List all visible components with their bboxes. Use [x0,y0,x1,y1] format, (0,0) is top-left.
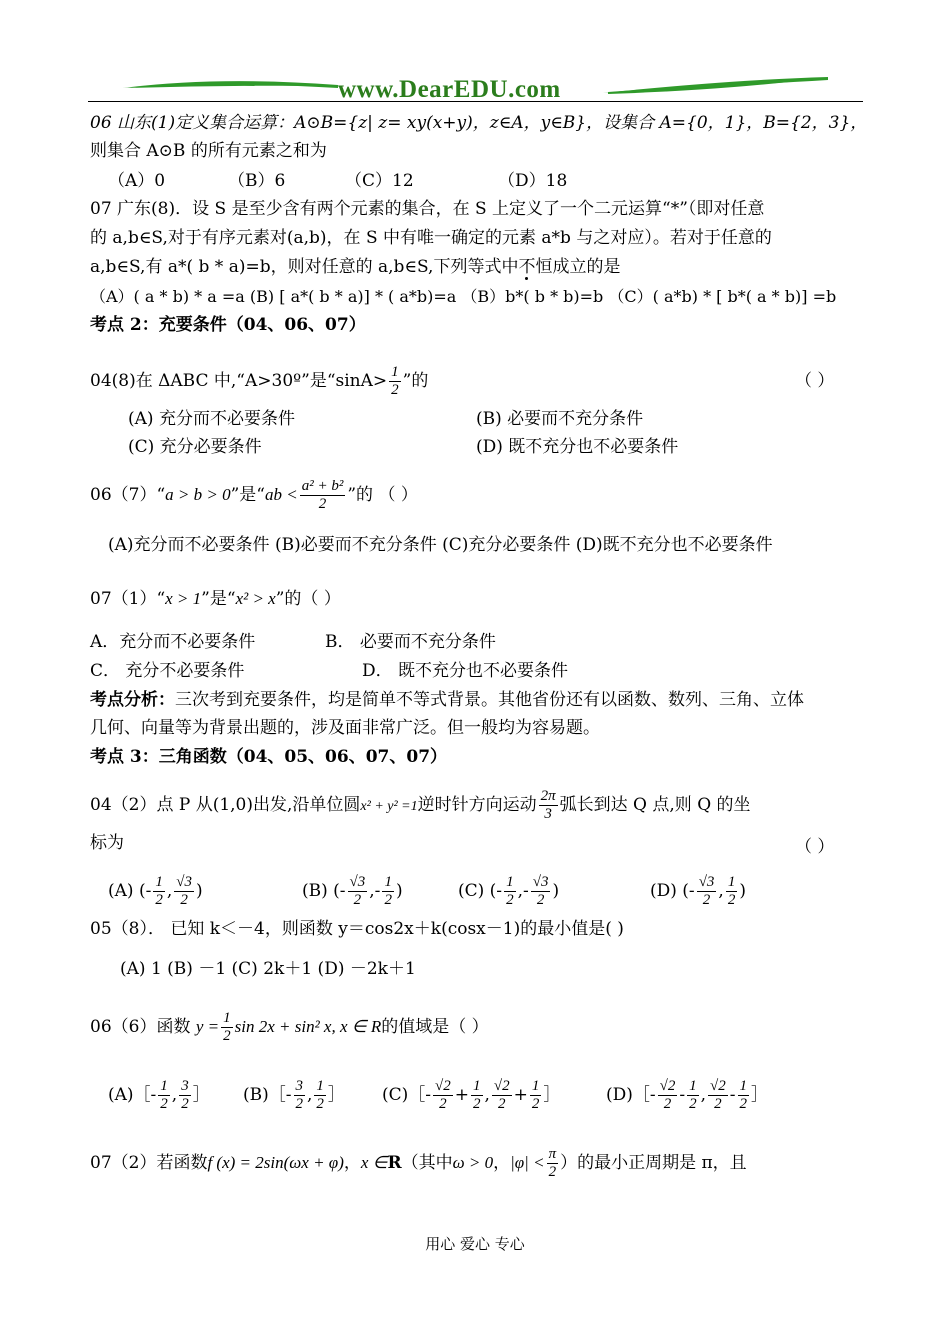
q5-stem: 07（1）“x > 1”是“x² > x”的（ ） [90,589,341,609]
q6-option-a: (A) (- $\frac{1}{2}$ , $\frac{√3}{2}$ ) [108,874,203,908]
q3-option-b: (B) 必要而不充分条件 [476,409,644,429]
q7-options: (A) 1 (B) －1 (C) 2k＋1 (D) －2k＋1 [120,959,416,979]
q4-stem: 06（7）“a > b > 0”是“ab < $\frac{\text{a² + b²}}{2}$ ”的 （ ） [90,478,418,512]
q5-option-b: B． 必要而不充分条件 [325,632,496,652]
q2-options: （A）( a * b) * a =a (B) [ a*( b * a)] * ( a*b)=a （B）b*( b * b)=b （C）( a*b) * [ b*( a * b)] =b [90,287,837,306]
site-logo: www.DearEDU.com [338,76,561,103]
section-title-kd3: 考点 3：三角函数（04、05、06、07、07） [90,747,448,767]
page-footer: 用心 爱心 专心 [425,1235,525,1253]
fraction-sum-squares: $\frac{\text{a² + b²}}{2}$ [301,478,344,512]
analysis-line2: 几何、向量等为背景出题的，涉及面非常广泛。但一般均为容易题。 [90,718,600,738]
q3-option-d: (D) 既不充分也不必要条件 [476,437,679,457]
q5-option-c: C． 充分不必要条件 [90,661,245,681]
q3-option-c: (C) 充分必要条件 [128,437,262,457]
section-title-kd2: 考点 2：充要条件（04、06、07） [90,315,366,335]
q1-line2: 则集合 A⊙B 的所有元素之和为 [90,141,327,161]
analysis-line1: 考点分析：三次考到充要条件，均是简单不等式背景。其他省份还有以函数、数列、三角、立体 [90,690,804,710]
emphasis-not: 不 [518,257,536,277]
q8-option-a: (A)［- $\frac{1}{2}$ , $\frac{3}{2}$ ］ [108,1078,210,1112]
q2-line1: 07 广东(8)．设 S 是至少含有两个元素的集合，在 S 上定义了一个二元运算“*”（即对任意 [90,199,765,219]
header-banner [88,74,863,104]
q3-stem: 04(8)在 ΔABC 中,“A>30º”是“sinA> $\frac{1}{2}$ ”的 [90,364,429,398]
q1-option-c: （C）12 [345,171,414,191]
q1-option-d: （D）18 [498,171,568,191]
q6-option-b: (B) (- $\frac{√3}{2}$ ,- $\frac{1}{2}$ ) [302,874,403,908]
fraction-two-pi-over-three: $\frac{2\pi}{3}$ [540,788,556,822]
q2-line3: a,b∈S,有 a*( b * a)=b，则对任意的 a,b∈S,下列等式中不恒成立的是 [90,257,621,277]
q3-option-a: (A) 充分而不必要条件 [128,409,295,429]
fraction-half: $\frac{1}{2}$ [391,364,399,398]
q6-line2: 标为 [90,833,124,853]
q6-option-d: (D) (- $\frac{√3}{2}$ , $\frac{1}{2}$ ) [650,874,746,908]
q8-stem: 06（6）函数 y = $\frac{1}{2}$ sin 2x + sin² x, x ∈ R的值域是（ ） [90,1010,489,1044]
q8-option-b: (B)［- $\frac{3}{2}$ , $\frac{1}{2}$ ］ [243,1078,345,1112]
q3-answer-paren: （ ） [795,371,835,391]
q6-answer-paren: （ ） [795,837,835,857]
q7-stem: 05（8）． 已知 k＜－4，则函数 y＝cos2x＋k(cosx－1)的最小值是( ) [90,919,624,939]
q5-option-d: D． 既不充分也不必要条件 [362,661,569,681]
q2-line2: 的 a,b∈S,对于有序元素对(a,b)，在 S 中有唯一确定的元素 a*b 与之对应）。若对于任意的 [90,228,772,248]
q1-option-b: （B）6 [228,171,286,191]
q8-option-c: (C)［- $\frac{√2}{2}$ + $\frac{1}{2}$ , $\frac{√2}{2}$ + $\frac{1}{2}$ ］ [382,1078,561,1112]
q6-option-c: (C) (- $\frac{1}{2}$ ,- $\frac{√3}{2}$ ) [458,874,560,908]
header-rule [88,101,863,102]
q1-line1: 06 山东(1)定义集合运算：A⊙B={z| z= xy(x+y)，z∈A，y∈B}，设集合 A={0，1}，B={2，3}， [90,113,868,133]
q5-option-a: A．充分而不必要条件 [90,632,256,652]
q1-option-a: （A）0 [108,171,166,191]
q9-stem: 07（2）若函数f (x) = 2sin(ωx + φ)，x ∈R（其中ω > 0，|φ| < $\frac{\pi}{2}$ ）的最小正周期是 π，且 [90,1146,747,1180]
q6-stem: 04（2）点 P 从(1,0)出发,沿单位圆x² + y² =1逆时针方向运动 $\frac{2\pi}{3}$ 弧长到达 Q 点,则 Q 的坐 [90,788,751,822]
q8-option-d: (D)［- $\frac{√2}{2}$ - $\frac{1}{2}$ , $\frac{√2}{2}$ - $\frac{1}{2}$ ］ [606,1078,769,1112]
q4-options: (A)充分而不必要条件 (B)必要而不充分条件 (C)充分必要条件 (D)既不充分也不必要条件 [108,535,773,555]
